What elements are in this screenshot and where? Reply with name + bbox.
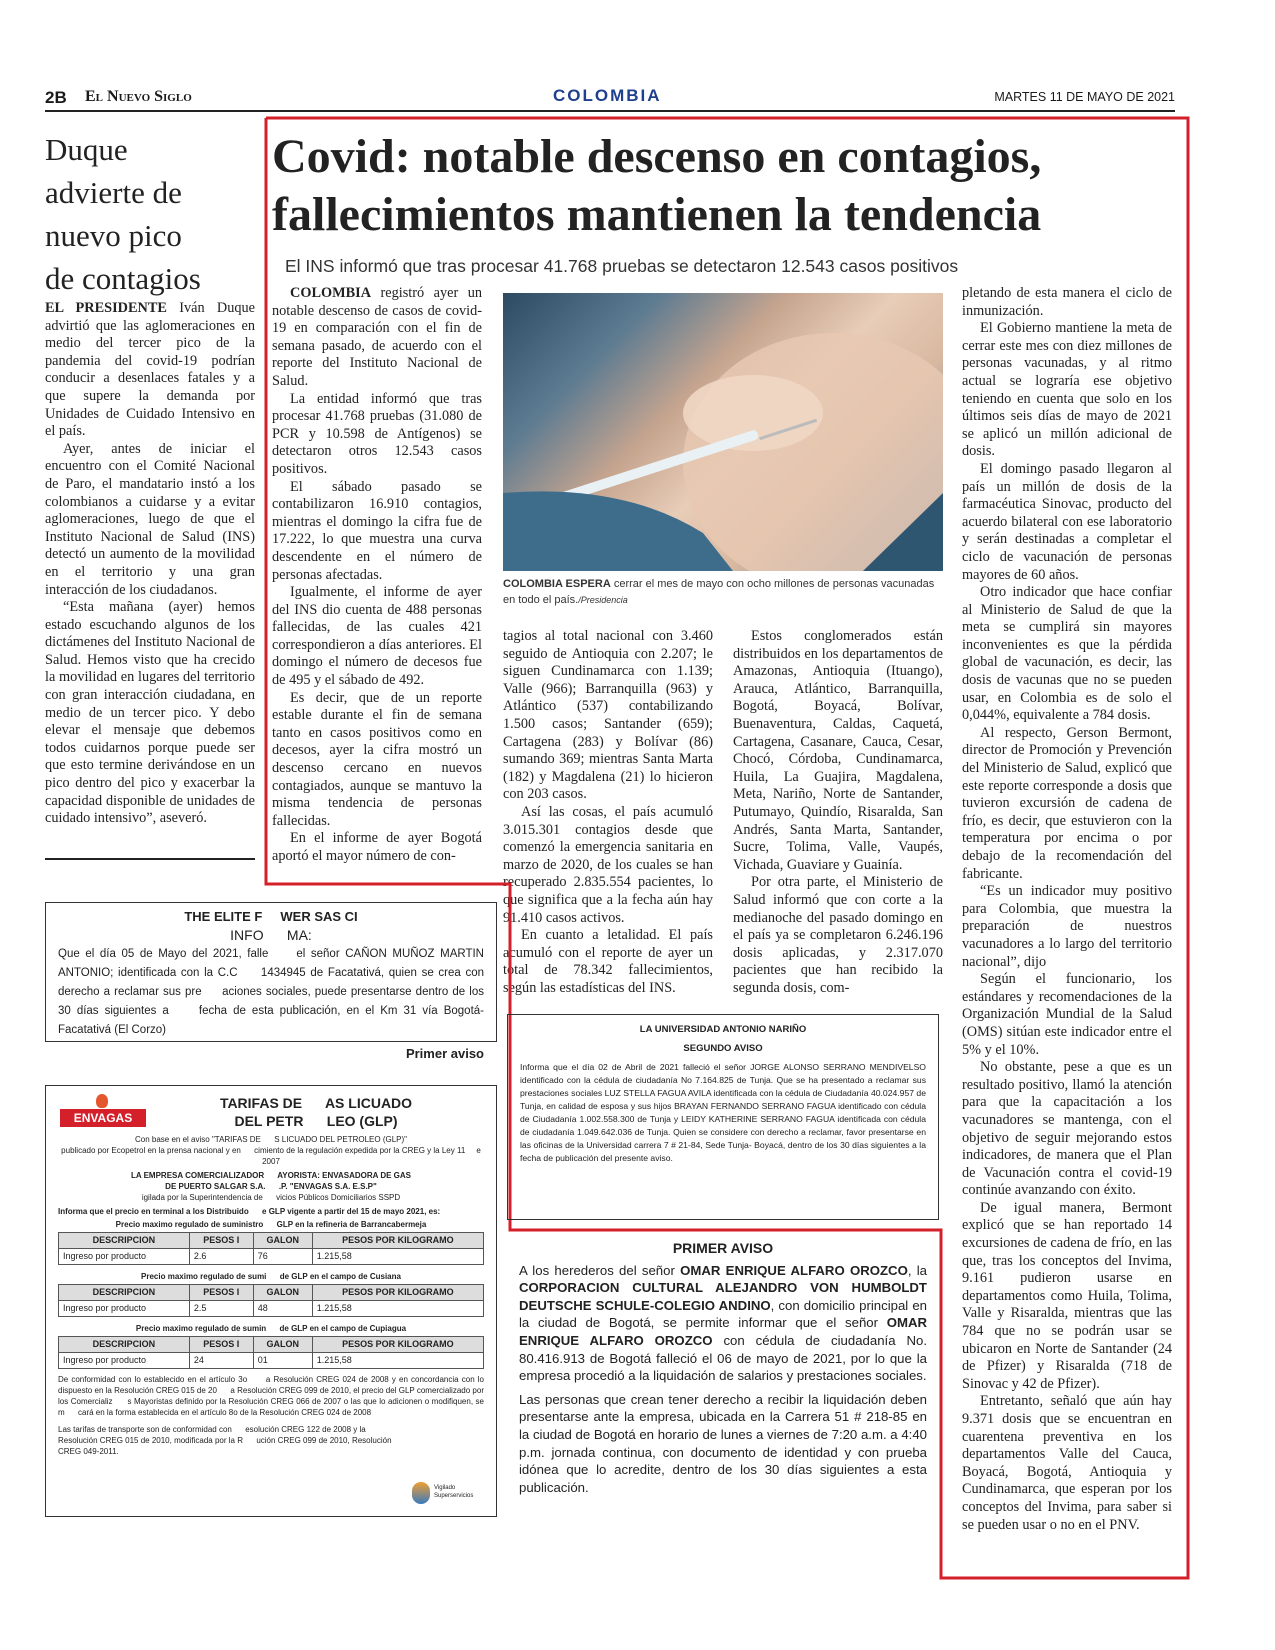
main-subhead: El INS informó que tras procesar 41.768 pruebas se detectaron 12.543 casos positivos [285, 256, 959, 276]
table-heading: Precio maximo regulado de suministro GLP en la refineria de Barrancabermeja [115, 1220, 427, 1229]
left-title-line: nuevo pico [45, 218, 182, 253]
main-paragraph: En el informe de ayer Bogotá aportó el mayor número de con- [272, 830, 482, 864]
envagas-title-1: TARIFAS DE AS LICUADO [219, 1095, 413, 1111]
left-title-line: de contagios [45, 261, 201, 296]
left-paragraph: EL PRESIDENTE Iván Duque advirtió que las aglomeraciones en medio del tercer pico de la pandemia del covid-19 podrían conducir a desenlaces fatales y a que supere la demanda por Unidades de Cuidado Intensivo en el país. [45, 300, 255, 440]
main-paragraph: Así las cosas, el país acumuló 3.015.301 contagios desde que comenzó la emergencia sanitaria en marzo de 2020, de los cuales se han recuperado 2.835.554 pacientes, lo que significa que a la fecha aún hay 91.410 casos activos. [503, 803, 713, 926]
envagas-intro-1: Con base en el aviso "TARIFAS DE S LICUADO DEL PETROLEO (GLP)" [135, 1135, 407, 1144]
left-lead: EL PRESIDENTE [45, 300, 167, 316]
envagas-intro-2: publicado por Ecopetrol en la prensa nacional y en cimiento de la regulación expedida por la CREG y la Ley 11 e 2007 [61, 1146, 484, 1166]
envagas-legal-1: De conformidad con lo establecido en el artículo 3o a Resolución CREG 024 de 2008 y en concordancia con lo dispuesto en la Resolución CREG 015 de 20 a Resolución CREG 099 de 2010, el precio del GLP comercializado por los Comercializ s Mayoristas definido por la Resolución CREG 066 de 2007 o las que lo adicionen o modifiquen, se m cará en la forma establecida en el artículo 8o de la Resolución CREG 024 de 2008 [58, 1375, 487, 1417]
seal-icon [412, 1482, 430, 1504]
uan-body: Informa que el día 02 de Abril de 2021 falleció el señor JORGE ALONSO SERRANO MENDIVELSO identificado con la cédula de ciudadanía No 7.164.825 de Tunja. Que se ha presentado a reclamar sus prestaciones sociales LUZ STELLA FAGUA AVILA identificada con la cédula de Ciudadanía 40.024.957 de Tunja, en calidad de esposa y sus hijos BRAYAN FERNANDO SERRANO FAGUA identificado con cédula de Ciudadanía 1.002.558.300 de Tunja y LEIDY KATHERINE SERRANO FAGUA identificada con cédula de ciudadanía 1.049.642.036 de Tunja. Quien se considere con derecho a reclamar, favor presentarse en las oficinas de la Universidad carrera 7 # 21-84, Sede Tunja- Boyacá, dentro de los 30 días siguientes a la fecha de publicación del presente aviso. [520, 1062, 926, 1163]
main-paragraph: COLOMBIA registró ayer un notable descenso de casos de covid-19 en comparación con el fin de semana pasado, de acuerdo con el reporte del Instituto Nacional de Salud. [272, 285, 482, 389]
main-paragraph: El domingo pasado llegaron al país un millón de dosis de la farmacéutica Sinovac, producto del acuerdo bilateral con ese laboratorio y serán destinadas a completar el ciclo de vacunación de personas mayores de 60 años. [962, 460, 1172, 583]
table-heading: Precio maximo regulado de sumi de GLP en el campo de Cusiana [141, 1272, 401, 1281]
main-paragraph: El sábado pasado se contabilizaron 16.910 contagios, mientras el domingo la cifra fue de 17.222, lo que muestra una curva descendente en el número de personas afectadas. [272, 478, 482, 583]
envagas-table-block [58, 1219, 484, 1265]
main-paragraph: “Es un indicador muy positivo para Colombia, que muestra la preparación de nuestros vacunadores a lo largo del territorio nacional”, dijo [962, 883, 1172, 970]
elite-footer: Primer aviso [405, 1046, 484, 1061]
main-paragraph: Igualmente, el informe de ayer del INS dio cuenta de 488 personas fallecidas, de las cuales 421 correspondieron a días anteriores. El domingo el número de decesos fue de 495 y el sábado de 492. [272, 584, 482, 689]
main-paragraph: La entidad informó que tras procesar 41.768 pruebas (31.080 de PCR y 10.598 de Antígenos) se detectaron otros 12.543 casos positivos. [272, 390, 482, 477]
deceased-name: OMAR ENRIQUE ALFARO OROZCO [519, 1315, 927, 1348]
envagas-logo [60, 1094, 146, 1128]
envagas-table-block [58, 1323, 484, 1369]
table-header-row: DESCRIPCION PESOS I GALON PESOS POR KILOGRAMO [59, 1233, 484, 1249]
envagas-legal-2: Las tarifas de transporte son de conformidad con esolución CREG 122 de 2008 y la Resolución CREG 015 de 2010, modificada por la R ución CREG 099 de 2010, Resolución CREG 049-2011. [58, 1425, 394, 1456]
price-table [58, 1336, 484, 1369]
notice-uan [507, 1014, 939, 1220]
flame-icon [96, 1094, 108, 1108]
envagas-table-block [58, 1271, 484, 1317]
left-paragraph: Ayer, antes de iniciar el encuentro con el Comité Nacional de Paro, el mandatario instó a los colombianos a cuidarse y a evitar aglomeraciones, luego de que el Instituto Nacional de Salud (INS) detectó un aumento de la movilidad en el territorio y una gran interacción de los ciudadanos. [45, 440, 255, 598]
primer-paragraph-1: A los herederos del señor OMAR ENRIQUE ALFARO OROZCO, la CORPORACION CULTURAL ALEJANDRO VON HUMBOLDT DEUTSCHE SCHULE-COLEGIO ANDINO, con domicilio principal en la ciudad de Bogotá, se permite informar que el señor OMAR ENRIQUE ALFARO OROZCO con cédula de ciudadanía No. 80.416.913 de Bogotá falleció el 06 de mayo de 2021, por lo que la empresa procedió a la liquidación de salarios y prestaciones sociales. [519, 1262, 927, 1384]
table-row: Ingreso por producto 2.5 48 1.215,58 [59, 1301, 484, 1317]
uan-title: LA UNIVERSIDAD ANTONIO NARIÑO [639, 1024, 807, 1035]
main-paragraph: Estos conglomerados están distribuidos en los departamentos de Amazonas, Antioquia (Ituango), Arauca, Atlántico, Barranquilla, Bogotá, Boyacá, Bolívar, Buenaventura, Caldas, Caquetá, Cartagena, Casanare, Cauca, Cesar, Chocó, Córdoba, Cundinamarca, Huila, La Guajira, Magdalena, Meta, Nariño, Norte de Santander, Putumayo, Quindío, Risaralda, San Andrés, Santa Marta, Santander, Sucre, Tolima, Valle, Vaupés, Vichada, Guaviare y Guainía. [733, 628, 943, 873]
main-paragraph: tagios al total nacional con 3.460 seguido de Antioquia con 2.207; le siguen Cundinamarca con 1.139; Valle (966); Barranquilla (963) y Atlántico (537) contabilizando 1.500 casos; Santander (659); Cartagena (283) y Bolívar (86) sumando 369; mientras Santa Marta (182) y Magdalena (21) lo hicieron con 203 casos. [503, 628, 713, 803]
envagas-company-2: DE PUERTO SALGAR S.A. .P. "ENVAGAS S.A. E.S.P" [165, 1182, 377, 1191]
elite-title: THE ELITE F WER SAS CI [184, 909, 358, 924]
main-paragraph: Al respecto, Gerson Bermont, director de Promoción y Prevención del Ministerio de Salud, explicó que este reporte corresponde a dosis que tuvieron excursión de cadena de frío, es decir, que estuvieron con la temperatura por encima o por debajo de la recomendación del fabricante. [962, 724, 1172, 882]
main-paragraph: De igual manera, Bermont explicó que se han reportado 14 excursiones de cadena de frío, en las que, tras los conceptos del Invima, 9.161 pudieron usarse en departamentos como Huila, Tolima, Valle y Risaralda, mientras que las 784 que no se podrán usar se ubicaron en Norte de Santander (24 de Pfizer) y Risaralda (718 de Sinovac y 42 de Pfizer). [962, 1199, 1172, 1392]
table-header-row: DESCRIPCION PESOS I GALON PESOS POR KILOGRAMO [59, 1285, 484, 1301]
main-paragraph: Según el funcionario, los estándares y recomendaciones de la Organización Mundial de la Salud (OMS) sitúan este indicador entre el 5% y el 10%. [962, 971, 1172, 1058]
page-number: 2B [45, 88, 67, 107]
photo-caption: COLOMBIA ESPERA cerrar el mes de mayo con ocho millones de personas vacunadas en todo el país./Presidencia [503, 578, 935, 606]
left-title-line: Duque [45, 132, 128, 167]
main-lead: COLOMBIA [290, 285, 372, 301]
elite-subtitle: INFO MA: [230, 927, 312, 943]
section-label: COLOMBIA [553, 86, 662, 105]
main-paragraph: El Gobierno mantiene la meta de cerrar este mes con diez millones de personas vacunadas, y al ritmo actual se lograría ese objetivo teniendo en cuenta que solo en los últimos seis días de mayo de 2021 se aplicó un millón adicional de dosis. [962, 320, 1172, 460]
notice-envagas [45, 1085, 497, 1517]
page-date: MARTES 11 DE MAYO DE 2021 [994, 90, 1175, 104]
envagas-supervision: igilada por la Superintendencia de vicios Públicos Domiciliarios SSPD [141, 1193, 401, 1202]
table-heading: Precio maximo regulado de sumin de GLP en el campo de Cupiagua [135, 1324, 407, 1333]
main-paragraph: pletando de esta manera el ciclo de inmunización. [962, 285, 1172, 319]
headline-line-2: fallecimientos mantienen la tendencia [272, 188, 1042, 241]
seal-text: Vigilado Superservicios [434, 1485, 474, 1499]
table-header-row: DESCRIPCION PESOS I GALON PESOS POR KILOGRAMO [59, 1337, 484, 1353]
primer-paragraph-2: Las personas que crean tener derecho a recibir la liquidación deben presentarse ante la empresa, ubicada en la Carrera 51 # 218-85 en la ciudad de Bogotá en horario de lunes a viernes de 7:20 a.m. a 4:40 p.m. jornada continua, con documento de identidad y con prueba idónea que lo acredite, dentro de los 30 días siguientes a esta publicación. [519, 1391, 927, 1495]
main-paragraph: No obstante, pese a que es un resultado positivo, llamó la atención para que la capacitación a los vacunadores se mantenga, con el objetivo de seguir mejorando estos indicadores, de manera que el Plan de Vacunación contra el covid-19 continúe avanzando con éxito. [962, 1059, 1172, 1199]
main-paragraph: Entretanto, señaló que aún hay 9.371 dosis que se encuentran en cuarentena preventiva en los departamentos Valle del Cauca, Boyacá, Bogotá, Antioquia y Cundinamarca, que esperan por los conceptos del Invima, para saber si se pueden usar o no en el PNV. [962, 1393, 1172, 1533]
left-title-line: advierte de [45, 175, 182, 210]
primer-title: PRIMER AVISO [672, 1240, 774, 1256]
price-table [58, 1232, 484, 1265]
main-paragraph: Otro indicador que hace confiar al Ministerio de Salud de que la meta se cumplirá sin mayores inconvenientes es que la pérdida global de vacunación, es decir, las dosis de vacunas que no se pueden usar, en Colombia es de solo el 0,044%, equivalente a 784 dosis. [962, 584, 1172, 724]
main-paragraph: Es decir, que de un reporte estable durante el fin de semana tanto en casos positivos como en decesos, ayer la cifra mostró un descenso cercano en nuevos contagiados, aunque se mantuvo la misma tendencia de personas fallecidas. [272, 689, 482, 829]
notice-primer-aviso [507, 1236, 939, 1536]
elite-body: Que el día 05 de Mayo del 2021, falle el señor CAÑON MUÑOZ MARTIN ANTONIO; identificada con la C.C 1434945 de Facatativá, quien se crea con derecho a reclamar sus pre aciones sociales, puede presentarse dentro de los 30 días siguientes a fecha de esta publicación, en el Km 31 vía Bogotá-Facatativá (El Corzo) [58, 948, 488, 1036]
main-paragraph: Por otra parte, el Ministerio de Salud informó que con corte a la medianoche del pasado domingo en el país ya se completaron 6.246.196 dosis aplicadas, y 2.317.070 pacientes que han recibido la segunda dosis, com- [733, 874, 943, 996]
left-paragraph: “Esta mañana (ayer) hemos estado escuchando algunos de los dictámenes del Instituto Nacional de Salud. Hemos visto que ha crecido la movilidad en lugares del territorio con gran interacción ciudadana, en medio de un tercer pico. Y debo elevar el mensaje que debemos todos cuidarnos porque puede ser que esto termine derivándose en un pico dentro del pico y exacerbar la capacidad disponible de unidades de cuidado intensivo”, aseveró. [45, 599, 255, 827]
superservicios-seal [412, 1480, 482, 1508]
envagas-company-1: LA EMPRESA COMERCIALIZADOR AYORISTA: ENVASADORA DE GAS [130, 1171, 411, 1180]
photo-credit: /Presidencia [578, 595, 628, 605]
newspaper-name: El Nuevo Siglo [85, 88, 192, 105]
uan-subtitle: SEGUNDO AVISO [683, 1043, 763, 1054]
envagas-title-2: DEL PETR LEO (GLP) [234, 1113, 398, 1129]
price-table [58, 1284, 484, 1317]
heir-name: OMAR ENRIQUE ALFARO OROZCO [680, 1262, 908, 1278]
envagas-inform: Informa que el precio en terminal a los Distribuido e GLP vigente a partir del 15 de mayo 2021, es: [58, 1207, 441, 1216]
caption-lead: COLOMBIA ESPERA [503, 578, 611, 590]
table-row: Ingreso por producto 2.6 76 1.215,58 [59, 1249, 484, 1265]
headline-line-1: Covid: notable descenso en contagios, [272, 130, 1042, 183]
organization-name: CORPORACION CULTURAL ALEJANDRO VON HUMBOLDT DEUTSCHE SCHULE-COLEGIO ANDINO [519, 1280, 927, 1313]
main-paragraph: En cuanto a letalidad. El país acumuló con el reporte de ayer un total de 78.342 fallecimientos, según las estadísticas del INS. [503, 927, 713, 996]
envagas-logo-text: ENVAGAS [60, 1109, 146, 1127]
notice-elite [45, 902, 497, 1061]
table-row: Ingreso por producto 24 01 1.215,58 [59, 1353, 484, 1369]
